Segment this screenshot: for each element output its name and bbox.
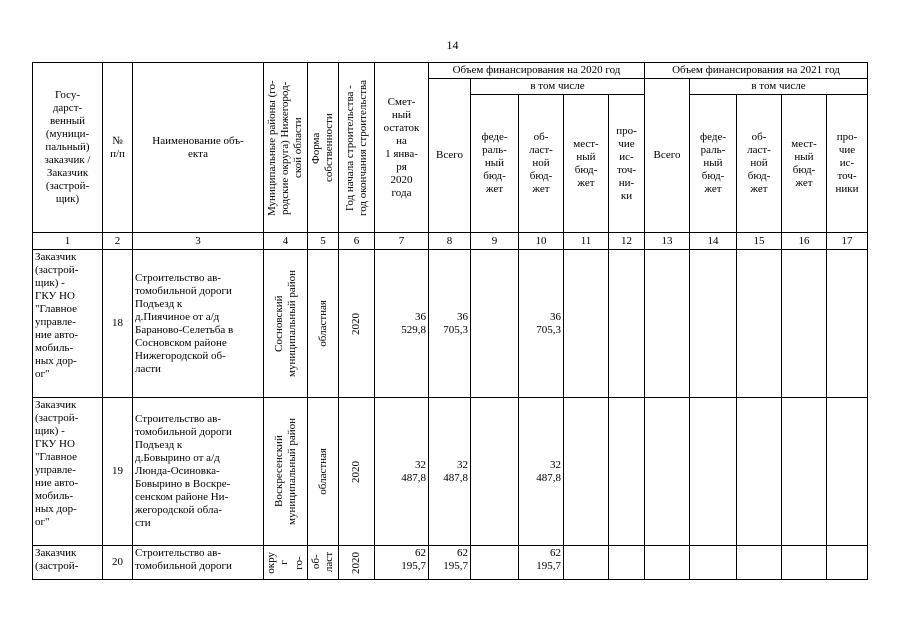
row-regional-2020: 36 705,3 <box>519 250 564 398</box>
row-federal-2021 <box>690 398 737 546</box>
row-total-2020: 36 705,3 <box>429 250 471 398</box>
row-total-2021 <box>645 546 690 580</box>
table-row <box>33 546 868 580</box>
col-num: 9 <box>471 233 519 250</box>
row-estimate: 36 529,8 <box>375 250 429 398</box>
header-regional-2020: об- ласт- ной бюд- жет <box>519 95 564 233</box>
row-other-2021 <box>827 398 868 546</box>
row-local-2020 <box>564 546 609 580</box>
row-federal-2020 <box>471 398 519 546</box>
row-regional-2020: 32 487,8 <box>519 398 564 546</box>
row-federal-2021 <box>690 250 737 398</box>
row-customer: Заказчик (застрой- щик) - ГКУ НО "Главное управле- ние авто- мобиль- ных дор- ог" <box>33 398 103 546</box>
row-estimate: 32 487,8 <box>375 398 429 546</box>
row-object-name: Строительство ав- томобильной дороги Подъезд к д.Пиячиное от а/д Бараново-Селетьба в Сосновском районе Нижегородской об- ласти <box>133 250 264 398</box>
col-num: 7 <box>375 233 429 250</box>
row-district: Сосновский муниципальный район <box>264 250 308 398</box>
header-including-2021: в том числе <box>690 79 868 95</box>
row-estimate: 62 195,7 <box>375 546 429 580</box>
row-local-2021 <box>782 546 827 580</box>
col-num: 4 <box>264 233 308 250</box>
header-fin-2021: Объем финансирования на 2021 год <box>645 63 868 79</box>
row-years: 2020 <box>339 398 375 546</box>
row-local-2020 <box>564 250 609 398</box>
row-other-2021 <box>827 546 868 580</box>
row-local-2021 <box>782 250 827 398</box>
col-num: 17 <box>827 233 868 250</box>
row-total-2020: 62 195,7 <box>429 546 471 580</box>
row-ownership: областная <box>308 250 339 398</box>
col-num: 13 <box>645 233 690 250</box>
row-object-name: Строительство ав- томобильной дороги Подъезд к д.Бовырино от а/д Люнда-Осиновка- Бовырино в Воскре- сенском районе Ни- жегородской обла- сти <box>133 398 264 546</box>
row-years: 2020 <box>339 546 375 580</box>
row-total-2021 <box>645 250 690 398</box>
col-num: 15 <box>737 233 782 250</box>
page-number: 14 <box>446 38 459 52</box>
header-row-1 <box>33 63 868 79</box>
row-customer: Заказчик (застрой- щик) - ГКУ НО "Главное управле- ние авто- мобиль- ных дор- ог" <box>33 250 103 398</box>
header-customer: Госу- дарст- венный (муници- пальный) заказчик / Заказчик (застрой- щик) <box>33 63 103 233</box>
header-district: Муниципальные районы (го- родские округа) Нижегород- ской области <box>264 63 308 233</box>
col-num: 6 <box>339 233 375 250</box>
header-total-2020: Всего <box>429 79 471 233</box>
col-num: 11 <box>564 233 609 250</box>
row-num: 18 <box>103 250 133 398</box>
row-local-2020 <box>564 398 609 546</box>
header-years: Год начала строительства - год окончания строительства <box>339 63 375 233</box>
col-num: 5 <box>308 233 339 250</box>
header-other-2021: про- чие ис- точ- ники <box>827 95 868 233</box>
row-num: 20 <box>103 546 133 580</box>
col-num: 2 <box>103 233 133 250</box>
table-row <box>33 398 868 546</box>
header-federal-2020: феде- раль- ный бюд- жет <box>471 95 519 233</box>
col-num: 3 <box>133 233 264 250</box>
header-regional-2021: об- ласт- ной бюд- жет <box>737 95 782 233</box>
row-other-2020 <box>609 546 645 580</box>
header-object-name: Наименование объ- екта <box>133 63 264 233</box>
table-row <box>33 250 868 398</box>
column-numbers-row <box>33 233 868 250</box>
row-years: 2020 <box>339 250 375 398</box>
row-other-2020 <box>609 250 645 398</box>
col-num: 14 <box>690 233 737 250</box>
col-num: 10 <box>519 233 564 250</box>
row-regional-2021 <box>737 250 782 398</box>
row-other-2021 <box>827 250 868 398</box>
row-regional-2021 <box>737 398 782 546</box>
row-regional-2020: 62 195,7 <box>519 546 564 580</box>
row-object-name: Строительство ав- томобильной дороги <box>133 546 264 580</box>
col-num: 16 <box>782 233 827 250</box>
row-ownership: об- ласт <box>308 546 339 580</box>
col-num: 1 <box>33 233 103 250</box>
row-federal-2021 <box>690 546 737 580</box>
row-federal-2020 <box>471 250 519 398</box>
header-local-2020: мест- ный бюд- жет <box>564 95 609 233</box>
row-total-2020: 32 487,8 <box>429 398 471 546</box>
row-total-2021 <box>645 398 690 546</box>
header-federal-2021: феде- раль- ный бюд- жет <box>690 95 737 233</box>
header-local-2021: мест- ный бюд- жет <box>782 95 827 233</box>
header-other-2020: про- чие ис- точ- ни- ки <box>609 95 645 233</box>
row-federal-2020 <box>471 546 519 580</box>
col-num: 12 <box>609 233 645 250</box>
col-num: 8 <box>429 233 471 250</box>
row-district: Воскресенский муниципальный район <box>264 398 308 546</box>
row-district: окру г го- <box>264 546 308 580</box>
header-total-2021: Всего <box>645 79 690 233</box>
header-num: № п/п <box>103 63 133 233</box>
header-including-2020: в том числе <box>471 79 645 95</box>
header-fin-2020: Объем финансирования на 2020 год <box>429 63 645 79</box>
row-ownership: областная <box>308 398 339 546</box>
row-regional-2021 <box>737 546 782 580</box>
financing-table <box>32 62 868 580</box>
row-local-2021 <box>782 398 827 546</box>
header-ownership: Форма собственности <box>308 63 339 233</box>
row-num: 19 <box>103 398 133 546</box>
header-estimate: Смет- ный остаток на 1 янва- ря 2020 года <box>375 63 429 233</box>
row-other-2020 <box>609 398 645 546</box>
row-customer: Заказчик (застрой- <box>33 546 103 580</box>
